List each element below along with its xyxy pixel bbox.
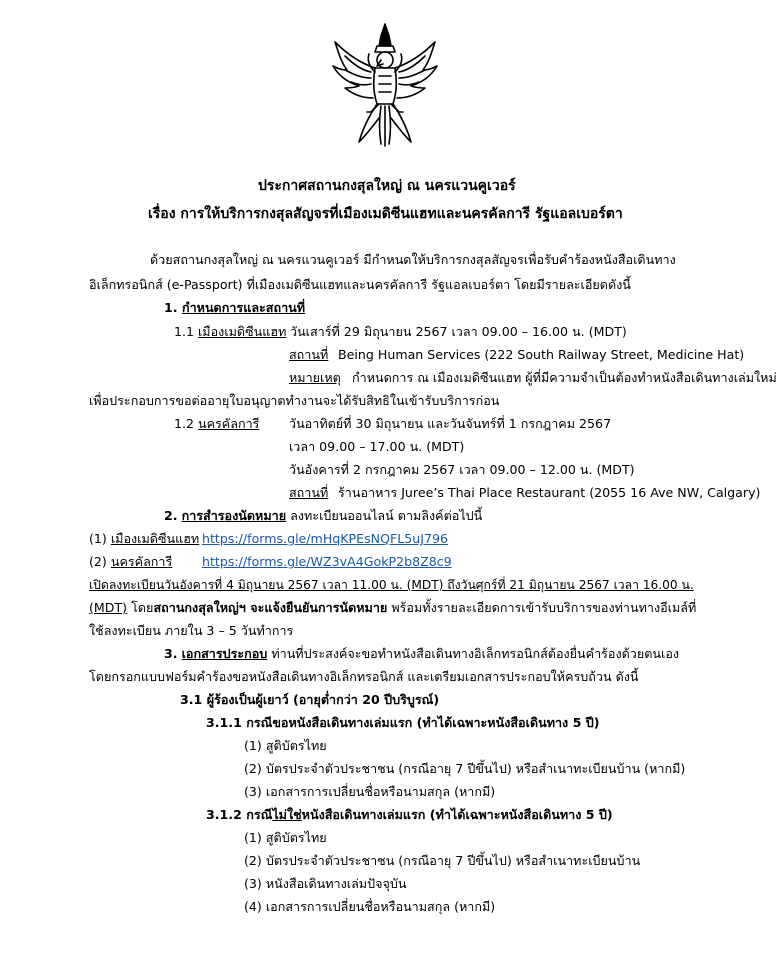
page-subject: เรื่อง การให้บริการกงสุลสัญจรที่เมืองเมดิซีนแฮทและนครคัลการี รัฐแอลเบอร์ตา	[148, 206, 623, 222]
list-item-3-1-1-b: (2) บัตรประจำตัวประชาชน (กรณีอายุ 7 ปีขึ้นไป) หรือสำเนาทะเบียนบ้าน (หากมี)	[244, 761, 686, 776]
item-1-1-num: 1.1	[174, 324, 195, 339]
item-1-2-time-3: วันอังคารที่ 2 กรกฎาคม 2567 เวลา 09.00 – 12.00 น. (MDT)	[289, 462, 635, 477]
item-1-1-time: วันเสาร์ที่ 29 มิถุนายน 2567 เวลา 09.00 – 16.00 น. (MDT)	[290, 324, 627, 339]
list-item-3-1-1-c: (3) เอกสารการเปลี่ยนชื่อหรือนามสกุล (หากมี)	[244, 784, 496, 799]
link-calgary-form[interactable]: https://forms.gle/WZ3vA4GokP2b8Z8c9	[202, 554, 452, 569]
item-1-2-venue: ร้านอาหาร Juree’s Thai Place Restaurant (2055 16 Ave NW, Calgary)	[338, 485, 761, 500]
section-1-heading: 1. กำหนดการและสถานที่	[164, 300, 306, 315]
section-2-heading: 2. การสำรองนัดหมาย ลงทะเบียนออนไลน์ ตามลิงค์ต่อไปนี้	[164, 508, 483, 523]
registration-confirmation: (MDT) โดยสถานกงสุลใหญ่ฯ จะแจ้งยืนยันการนัดหมาย พร้อมทั้งรายละเอียดการเข้ารับบริการของท่านทางอีเมล์ที่	[89, 600, 697, 615]
subsection-3-1-2: 3.1.2 กรณีไม่ใช่หนังสือเดินทางเล่มแรก (ทำได้เฉพาะหนังสือเดินทาง 5 ปี)	[206, 807, 613, 822]
section-3-heading: 3. เอกสารประกอบ ท่านที่ประสงค์จะขอทำหนังสือเดินทางอิเล็กทรอนิกส์ต้องยื่นคำร้องด้วยตนเอง	[164, 646, 680, 661]
intro-line-2: อิเล็กทรอนิกส์ (e-Passport) ที่เมืองเมดิซีนแฮทและนครคัลการี รัฐแอลเบอร์ตา โดยมีรายละเอียดดังนี้	[89, 277, 631, 292]
list-item-3-1-2-a: (1) สูติบัตรไทย	[244, 830, 327, 845]
subsection-3-1-1: 3.1.1 กรณีขอหนังสือเดินทางเล่มแรก (ทำได้เฉพาะหนังสือเดินทาง 5 ปี)	[206, 715, 600, 730]
subsection-3-1: 3.1 ผู้ร้องเป็นผู้เยาว์ (อายุต่ำกว่า 20 ปีบริบูรณ์)	[180, 692, 440, 707]
registration-period: เปิดลงทะเบียนวันอังคารที่ 4 มิถุนายน 2567 เวลา 11.00 น. (MDT) ถึงวันศุกร์ที่ 21 มิถุนายน 2567 เวลา 16.00 น.	[89, 578, 694, 592]
item-1-2-num: 1.2	[174, 416, 195, 431]
page-title: ประกาศสถานกงสุลใหญ่ ณ นครแวนคูเวอร์	[258, 178, 516, 194]
item-1-1-note-cont: เพื่อประกอบการขอต่ออายุใบอนุญาตทำงานจะได้รับสิทธิในเข้ารับบริการก่อน	[89, 393, 500, 408]
item-1-1-place: เมืองเมดิซีนแฮท	[198, 324, 287, 339]
link-row-calgary: (2) นครคัลการี	[89, 554, 173, 569]
list-item-3-1-1-a: (1) สูติบัตรไทย	[244, 738, 327, 753]
item-1-2-venue-label: สถานที่	[289, 485, 329, 500]
link-medicine-hat-form[interactable]: https://forms.gle/mHqKPEsNQFL5uJ796	[202, 531, 448, 546]
link-row-medicine-hat: (1) เมืองเมดิซีนแฮท	[89, 531, 200, 546]
registration-timeframe: ใช้ลงทะเบียน ภายใน 3 – 5 วันทำการ	[89, 623, 294, 638]
item-1-1-venue: Being Human Services (222 South Railway Street, Medicine Hat)	[338, 347, 745, 362]
item-1-1-note: กำหนดการ ณ เมืองเมดิซีนแฮท ผู้ที่มีความจำเป็นต้องทำหนังสือเดินทางเล่มใหม่	[352, 370, 777, 385]
list-item-3-1-2-c: (3) หนังสือเดินทางเล่มปัจจุบัน	[244, 876, 407, 891]
item-1-1-venue-label: สถานที่	[289, 347, 329, 362]
list-item-3-1-2-d: (4) เอกสารการเปลี่ยนชื่อหรือนามสกุล (หากมี)	[244, 899, 496, 914]
item-1-2-place: นครคัลการี	[198, 416, 260, 431]
item-1-1-note-label: หมายเหตุ	[289, 370, 341, 385]
list-item-3-1-2-b: (2) บัตรประจำตัวประชาชน (กรณีอายุ 7 ปีขึ้นไป) หรือสำเนาทะเบียนบ้าน	[244, 853, 641, 868]
item-1-2-time-1: วันอาทิตย์ที่ 30 มิถุนายน และวันจันทร์ที่ 1 กรกฎาคม 2567	[289, 416, 612, 431]
section-3-text: โดยกรอกแบบฟอร์มคำร้องขอหนังสือเดินทางอิเล็กทรอนิกส์ และเตรียมเอกสารประกอบให้ครบถ้วน ดังนี้	[89, 669, 639, 684]
garuda-emblem-icon	[325, 20, 445, 148]
item-1-2-time-2: เวลา 09.00 – 17.00 น. (MDT)	[289, 439, 465, 454]
intro-line-1: ด้วยสถานกงสุลใหญ่ ณ นครแวนคูเวอร์ มีกำหนดให้บริการกงสุลสัญจรเพื่อรับคำร้องหนังสือเดินทาง	[150, 252, 676, 267]
